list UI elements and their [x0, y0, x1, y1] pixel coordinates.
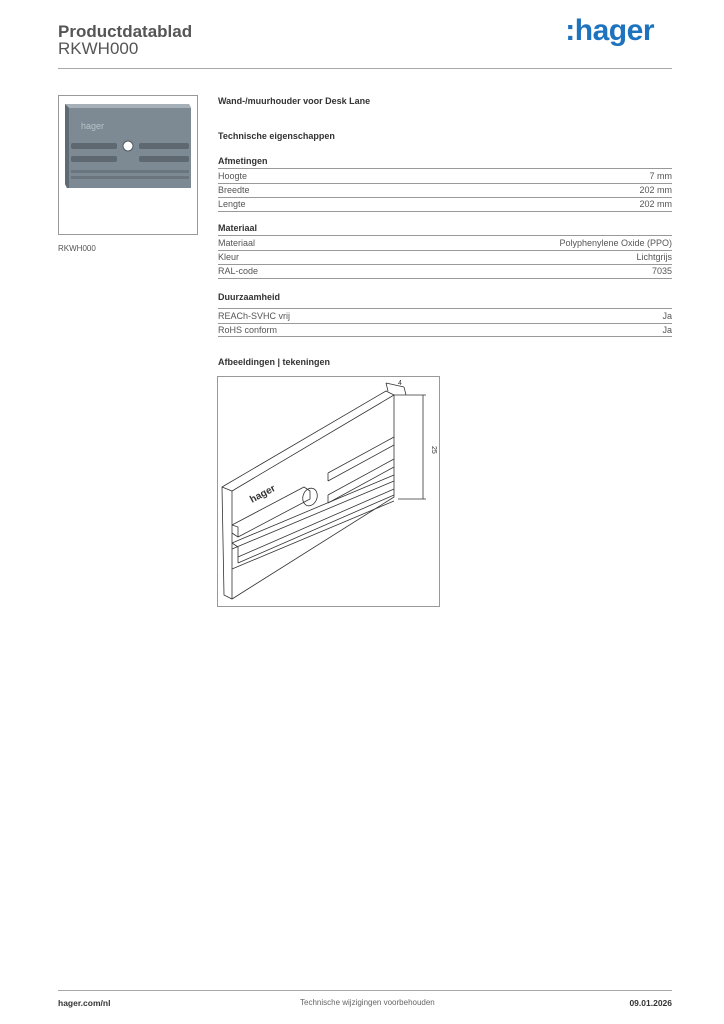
spec-value: Ja [662, 324, 672, 335]
spec-value: 7 mm [649, 170, 672, 181]
technical-drawing [217, 376, 440, 607]
spec-row [218, 235, 672, 250]
spec-table-afmetingen [218, 168, 672, 212]
spec-value: Ja [662, 310, 672, 321]
spec-label: Hoogte [218, 170, 248, 181]
spec-value: 202 mm [639, 185, 672, 196]
spec-label: Breedte [218, 185, 250, 196]
spec-row [218, 168, 672, 183]
spec-row [218, 183, 672, 198]
header-divider [58, 68, 672, 69]
spec-row [218, 323, 672, 338]
spec-row [218, 264, 672, 279]
drawing-logo-text: hager [248, 483, 278, 506]
dim-height-label: 25 [430, 446, 437, 454]
footer-date: 09.01.2026 [629, 998, 672, 1008]
section-heading-duurzaamheid: Duurzaamheid [218, 292, 281, 302]
footer-divider [58, 990, 672, 991]
spec-value: Polyphenylene Oxide (PPO) [559, 237, 672, 248]
product-photo-svg [59, 96, 197, 234]
footer-website[interactable]: hager.com/nl [58, 998, 111, 1008]
spec-table-materiaal [218, 235, 672, 279]
spec-row [218, 308, 672, 323]
hager-logo: :hager [565, 14, 654, 47]
product-title: Wand-/muurhouder voor Desk Lane [218, 96, 371, 106]
image-caption: RKWH000 [58, 244, 96, 253]
section-heading-materiaal: Materiaal [218, 223, 258, 233]
spec-value: 202 mm [639, 199, 672, 210]
spec-table-duurzaamheid [218, 308, 672, 337]
drawings-heading: Afbeeldingen | tekeningen [218, 357, 331, 367]
product-code: RKWH000 [58, 39, 139, 58]
spec-label: Lengte [218, 199, 246, 210]
spec-row [218, 250, 672, 265]
page-title: Productdatablad [58, 22, 193, 41]
section-heading-afmetingen: Afmetingen [218, 156, 268, 166]
spec-value: 7035 [651, 266, 672, 277]
logo-text: hager [574, 14, 654, 47]
spec-label: RoHS conform [218, 324, 278, 335]
tech-heading: Technische eigenschappen [218, 131, 335, 141]
spec-label: Kleur [218, 252, 240, 263]
spec-row [218, 197, 672, 212]
spec-value: Lichtgrijs [636, 252, 672, 263]
product-image [58, 95, 198, 235]
spec-label: RAL-code [218, 266, 259, 277]
spec-label: REACh-SVHC vrij [218, 310, 291, 321]
spec-label: Materiaal [218, 237, 256, 248]
technical-drawing-svg [218, 377, 439, 606]
footer-disclaimer: Technische wijzigingen voorbehouden [300, 998, 435, 1007]
image-logo-text: hager [81, 121, 105, 131]
dim-depth-label: 4 [398, 380, 402, 387]
